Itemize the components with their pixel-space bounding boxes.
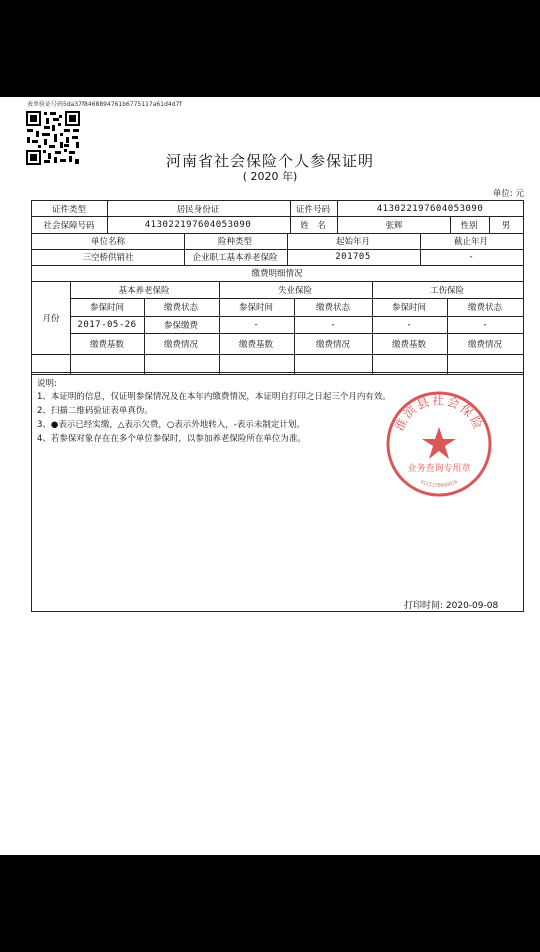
col-divider <box>290 201 291 233</box>
injury-pay-base-header: 缴费基数 <box>391 340 427 350</box>
pension-pay-situation-header: 缴费情况 <box>163 340 199 350</box>
id-number-label: 证件号码 <box>295 205 331 215</box>
unemp-join-time-header: 参保时间 <box>238 303 274 313</box>
row-divider <box>32 233 523 234</box>
note-2: 2、扫描二维码验证表单真伪。 <box>37 406 153 416</box>
pension-pay-base-header: 缴费基数 <box>89 340 125 350</box>
col-divider <box>219 281 220 374</box>
insurance-type-label: 险种类型 <box>217 237 253 247</box>
insurance-type-value: 企业职工基本养老保险 <box>192 253 278 263</box>
verification-code: 表单验证号码5da37f8468894761b6775117a61d4d7f <box>27 101 182 108</box>
col-divider <box>287 233 288 265</box>
injury-pay-situation-header: 缴费情况 <box>467 340 503 350</box>
start-month-label: 起始年月 <box>335 237 371 247</box>
pension-pay-status: 参保缴费 <box>163 321 199 331</box>
note-4: 4、若参保对象存在在多个单位参保时，以参加养老保险所在单位为准。 <box>37 434 306 444</box>
pension-join-time-header: 参保时间 <box>89 303 125 313</box>
employer-label: 单位名称 <box>90 237 126 247</box>
injury-join-time: - <box>407 320 411 330</box>
unemployment-title: 失业保险 <box>277 286 313 296</box>
certificate-page <box>0 97 540 855</box>
col-divider <box>107 201 108 233</box>
row-divider <box>32 374 523 375</box>
row-divider <box>32 265 523 266</box>
row-divider <box>32 281 523 282</box>
row-divider <box>32 354 523 355</box>
gender-value: 男 <box>501 221 511 231</box>
si-number-label: 社会保障号码 <box>43 221 95 231</box>
row-divider <box>32 249 523 250</box>
col-divider <box>294 298 295 374</box>
row-divider <box>70 333 523 334</box>
end-month-value: - <box>469 252 473 262</box>
pension-pay-status-header: 缴费状态 <box>163 303 199 313</box>
gender-label: 性别 <box>460 221 478 231</box>
end-month-label: 截止年月 <box>453 237 489 247</box>
pension-join-time: 2017-05-26 <box>77 320 137 330</box>
document-year: ( 2020 年) <box>242 170 298 183</box>
notes-title: 说明: <box>37 379 57 389</box>
col-divider <box>184 233 185 265</box>
id-type-label: 证件类型 <box>51 205 87 215</box>
pension-title: 基本养老保险 <box>118 286 170 296</box>
detail-section-title: 缴费明细情况 <box>251 269 303 279</box>
col-divider <box>489 217 490 233</box>
name-value: 张辉 <box>385 221 403 231</box>
currency-unit: 单位: 元 <box>492 189 524 199</box>
seal-star-icon <box>422 427 456 459</box>
col-divider <box>144 298 145 374</box>
official-seal <box>384 389 494 499</box>
col-divider <box>372 281 373 374</box>
note-3: 3、●表示已经实缴，△表示欠费，○表示外地转入，-表示未制定计划。 <box>37 420 305 430</box>
row-divider <box>70 316 523 317</box>
seal-top-text: 淮滨县社会保险 <box>392 393 486 434</box>
col-divider <box>447 298 448 374</box>
note-1: 1、本证明的信息，仅证明参保情况及在本年内缴费情况，本证明自打印之日起三个月内有效。 <box>37 392 391 402</box>
injury-pay-status-header: 缴费状态 <box>467 303 503 313</box>
row-divider <box>70 298 523 299</box>
col-divider <box>420 233 421 265</box>
injury-pay-status: - <box>483 320 487 330</box>
injury-title: 工伤保险 <box>429 286 465 296</box>
row-divider <box>32 372 523 373</box>
name-label: 姓 名 <box>300 221 326 231</box>
id-type-value: 居民身份证 <box>176 205 220 215</box>
document-title: 河南省社会保险个人参保证明 <box>165 152 374 170</box>
month-label: 月份 <box>42 314 60 324</box>
injury-join-time-header: 参保时间 <box>391 303 427 313</box>
insurance-table <box>31 200 524 612</box>
col-divider <box>450 217 451 233</box>
unemp-pay-status: - <box>331 320 335 330</box>
col-divider <box>70 281 71 374</box>
col-divider <box>337 201 338 233</box>
unemp-pay-situation-header: 缴费情况 <box>315 340 351 350</box>
id-number-value: 413022197604053090 <box>376 204 484 214</box>
seal-serial: 4115270990016 <box>419 479 459 490</box>
unemp-pay-status-header: 缴费状态 <box>315 303 351 313</box>
unemp-pay-base-header: 缴费基数 <box>238 340 274 350</box>
seal-bottom-text: 业务查询专用章 <box>407 464 471 474</box>
employer-value: 三空桥供销社 <box>82 253 134 263</box>
start-month-value: 201705 <box>335 252 371 262</box>
unemp-join-time: - <box>254 320 258 330</box>
print-time: 打印时间: 2020-09-08 <box>404 601 499 611</box>
si-number-value: 413022197604053090 <box>144 220 252 230</box>
